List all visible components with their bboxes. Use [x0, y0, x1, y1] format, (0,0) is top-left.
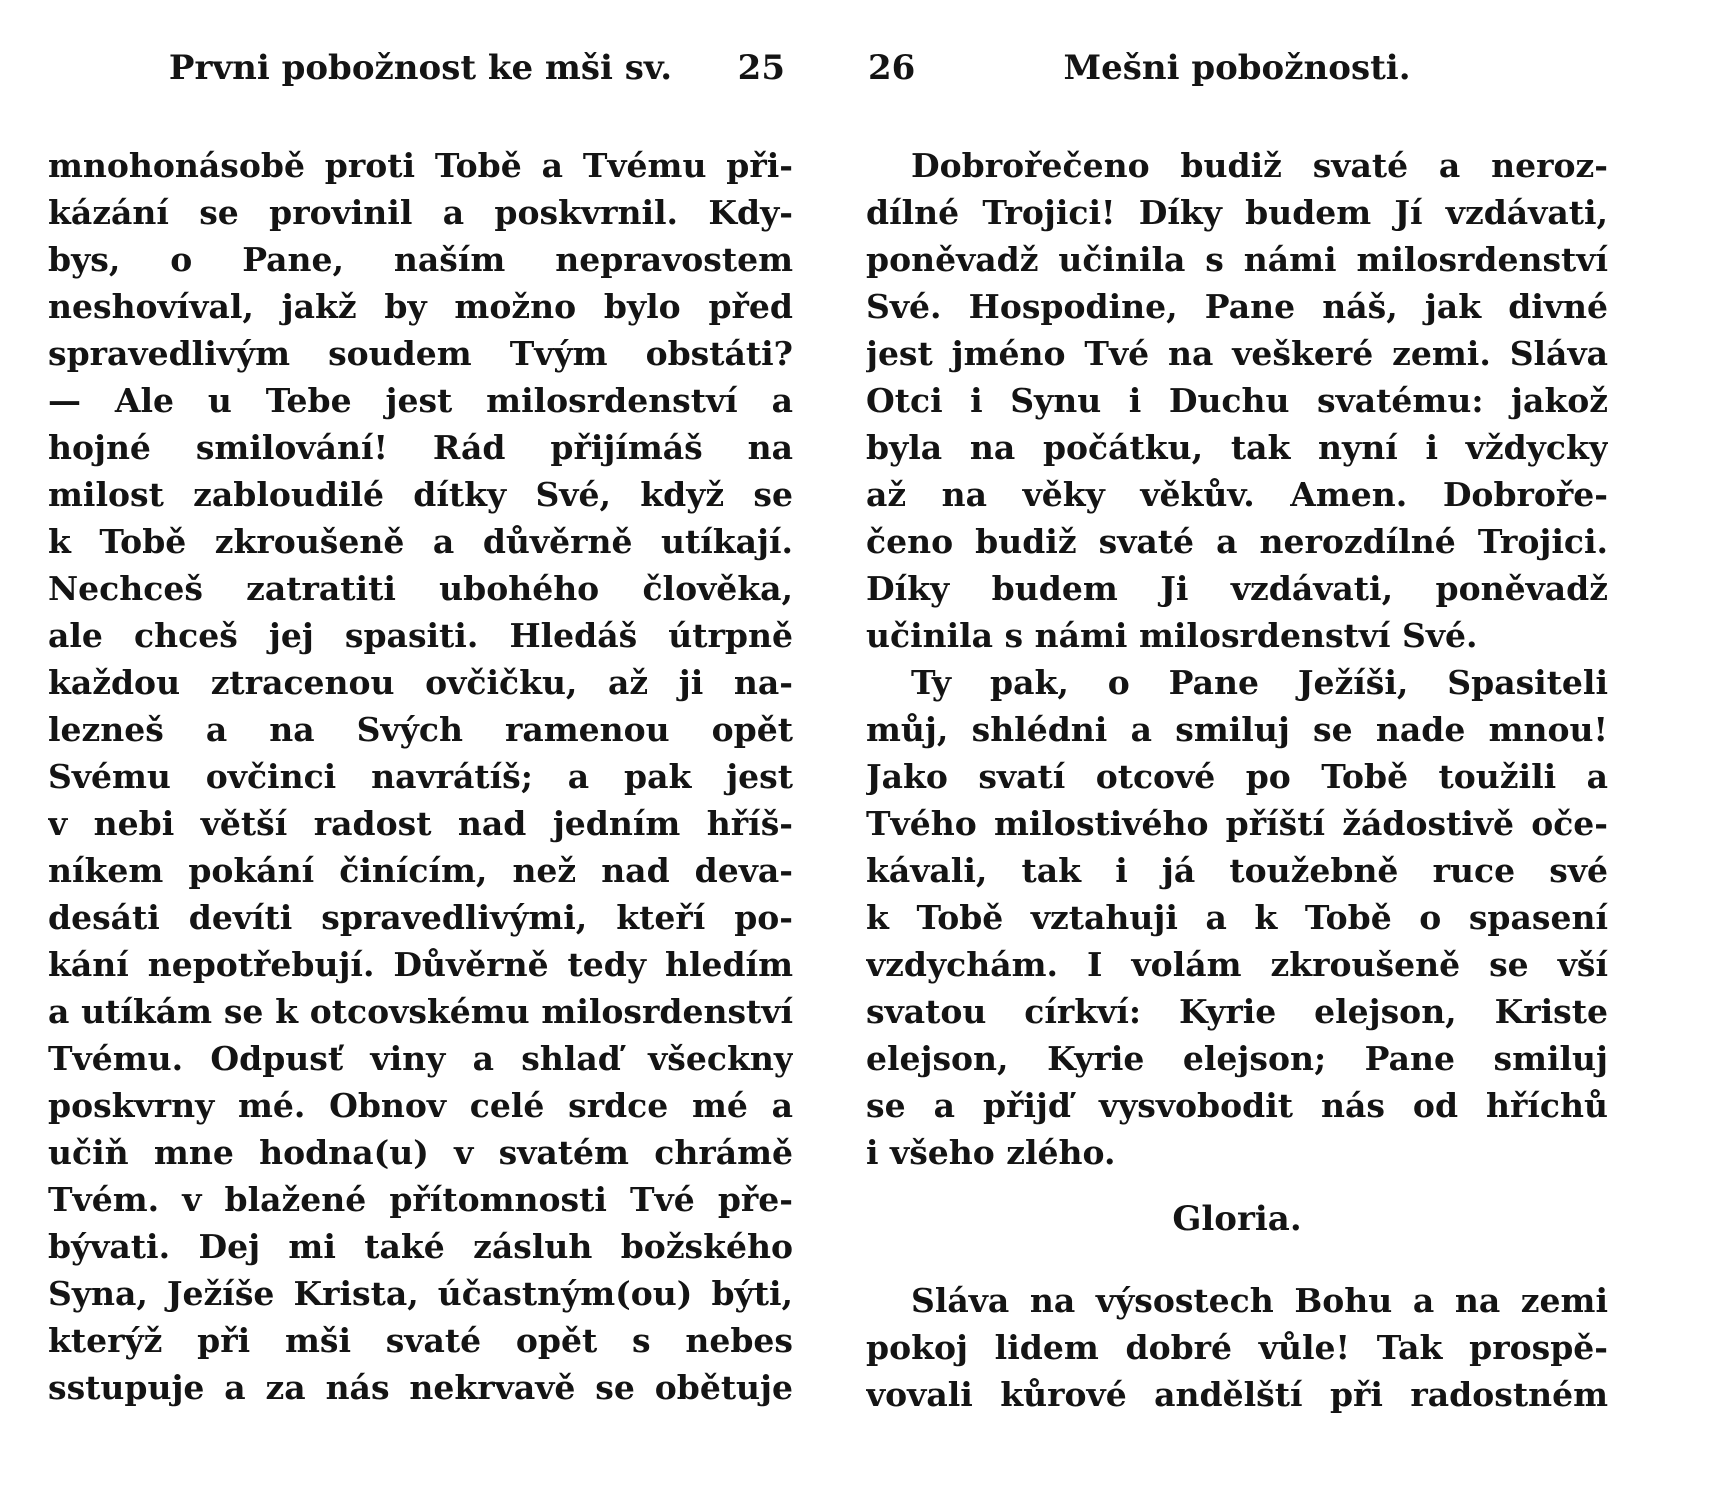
text-line: níkem pokání činícím, než nad deva-	[48, 851, 793, 890]
text-line: Dobrořečeno budiž svaté a neroz-	[911, 146, 1608, 185]
text-line: se a přijď vysvobodit nás od hříchů	[866, 1086, 1608, 1125]
left-running-title: Prvni pobožnost ke mši sv.	[168, 48, 673, 88]
text-line: Tvého milostivého příští žádostivě oče-	[866, 804, 1608, 843]
text-line: bývati. Dej mi také zásluh božského	[48, 1227, 793, 1266]
text-line: každou ztracenou ovčičku, až ji na-	[48, 663, 793, 702]
text-line: milost zabloudilé dítky Své, když se	[48, 475, 793, 514]
text-line: byla na počátku, tak nyní i vždycky	[866, 428, 1608, 467]
text-line: vzdychám. I volám zkroušeně se vší	[866, 945, 1608, 984]
text-line: Svému ovčinci navrátíš; a pak jest	[48, 757, 793, 796]
text-line: kterýž při mši svaté opět s nebes	[48, 1321, 793, 1360]
text-line: i všeho zlého.	[866, 1133, 1116, 1172]
text-line: elejson, Kyrie elejson; Pane smiluj	[866, 1039, 1608, 1078]
text-line: vovali kůrové andělští při radostném	[866, 1375, 1608, 1414]
left-page	[48, 45, 793, 1411]
text-line: — Ale u Tebe jest milosrdenství a	[48, 381, 793, 420]
text-line: ale chceš jej spasiti. Hledáš útrpně	[48, 616, 793, 655]
text-line: k Tobě vztahuji a k Tobě o spasení	[866, 898, 1608, 937]
text-line: jest jméno Tvé na veškeré zemi. Sláva	[866, 334, 1608, 373]
right-page-number: 26	[868, 48, 916, 88]
text-line: a utíkám se k otcovskému milosrdenství	[48, 992, 793, 1031]
text-line: až na věky věkův. Amen. Dobroře-	[866, 475, 1608, 514]
text-line: lezneš a na Svých ramenou opět	[48, 710, 793, 749]
text-line: můj, shlédni a smiluj se nade mnou!	[866, 710, 1608, 749]
text-line: dílné Trojici! Díky budem Jí vzdávati,	[866, 193, 1608, 232]
text-line: kávali, tak i já toužebně ruce své	[866, 851, 1608, 890]
left-page-number: 25	[737, 48, 785, 88]
text-line: kání nepotřebují. Důvěrně tedy hledím	[48, 945, 793, 984]
text-line: Nechceš zatratiti ubohého člověka,	[48, 569, 793, 608]
paragraph	[48, 142, 793, 1411]
text-line: kázání se provinil a poskvrnil. Kdy-	[48, 193, 793, 232]
text-line: učinila s námi milosrdenství Své.	[866, 616, 1478, 655]
text-line: Své. Hospodine, Pane náš, jak divné	[866, 287, 1608, 326]
text-line: sstupuje a za nás nekrvavě se obětuje	[48, 1368, 793, 1407]
text-line: Díky budem Ji vzdávati, poněvadž	[866, 569, 1608, 608]
text-line: poněvadž učinila s námi milosrdenství	[866, 240, 1608, 279]
text-line: Tvém. v blažené přítomnosti Tvé pře-	[48, 1180, 793, 1219]
text-line: neshovíval, jakž by možno bylo před	[48, 287, 793, 326]
text-line: Tvému. Odpusť viny a shlaď všeckny	[48, 1039, 793, 1078]
text-line: desáti devíti spravedlivými, kteří po-	[48, 898, 793, 937]
text-line: čeno budiž svaté a nerozdílné Trojici.	[866, 522, 1608, 561]
text-line: Ty pak, o Pane Ježíši, Spasiteli	[911, 663, 1608, 702]
right-page-header	[866, 45, 1608, 92]
text-line: svatou církví: Kyrie elejson, Kriste	[866, 992, 1608, 1031]
text-line: v nebi větší radost nad jedním hříš-	[48, 804, 793, 843]
paragraph	[866, 1277, 1608, 1418]
text-line: poskvrny mé. Obnov celé srdce mé a	[48, 1086, 793, 1125]
paragraph	[866, 659, 1608, 1176]
section-heading: Gloria.	[1172, 1199, 1302, 1239]
text-line: Sláva na výsostech Bohu a na zemi	[911, 1281, 1608, 1320]
right-running-title: Mešni pobožnosti.	[1063, 48, 1411, 88]
text-line: k Tobě zkroušeně a důvěrně utíkají.	[48, 522, 793, 561]
left-page-header	[48, 45, 793, 92]
text-line: spravedlivým soudem Tvým obstáti?	[48, 334, 793, 373]
paragraph	[866, 142, 1608, 659]
right-page	[866, 45, 1608, 1418]
text-line: učiň mne hodna(u) v svatém chrámě	[48, 1133, 793, 1172]
text-line: Otci i Synu i Duchu svatému: jakož	[866, 381, 1608, 420]
text-line: mnohonásobě proti Tobě a Tvému při-	[48, 146, 793, 185]
left-page-body	[48, 142, 793, 1411]
text-line: hojné smilování! Rád přijímáš na	[48, 428, 793, 467]
text-line: pokoj lidem dobré vůle! Tak prospě-	[866, 1328, 1608, 1367]
text-line: bys, o Pane, naším nepravostem	[48, 240, 793, 279]
right-page-body	[866, 142, 1608, 1418]
text-line: Jako svatí otcové po Tobě toužili a	[866, 757, 1608, 796]
text-line: Syna, Ježíše Krista, účastným(ou) býti,	[48, 1274, 793, 1313]
